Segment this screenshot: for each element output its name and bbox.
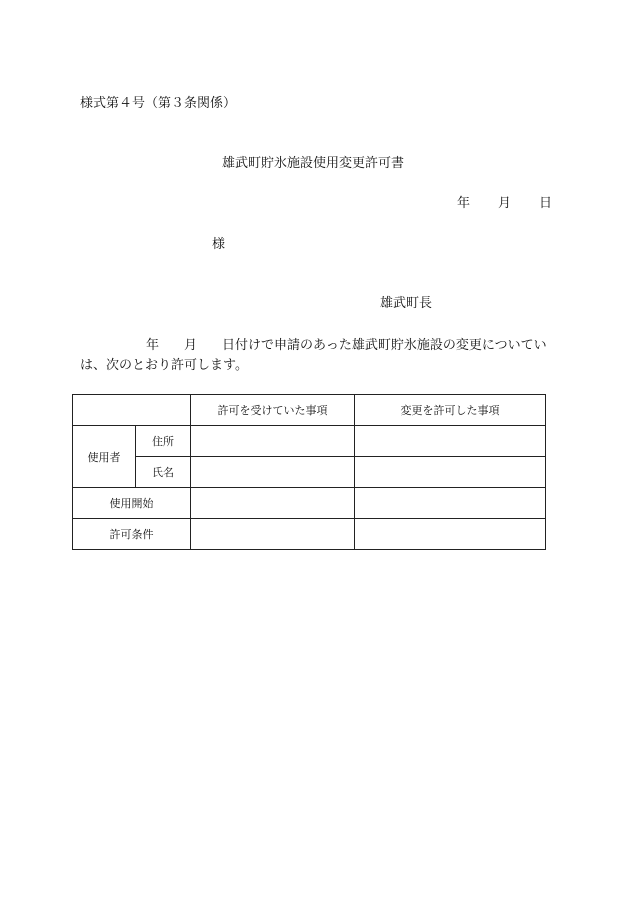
start-after-cell	[355, 488, 546, 519]
table-row	[73, 457, 546, 488]
body-year-label: 年	[146, 338, 160, 353]
table-row	[73, 519, 546, 550]
conditions-before-cell	[191, 519, 355, 550]
body-line2-text: は、次のとおり許可します。	[80, 358, 248, 373]
issuer-name: 雄武町長	[380, 296, 433, 311]
date-year-label: 年	[457, 196, 471, 211]
addressee-suffix: 様	[212, 237, 226, 252]
table-row	[73, 488, 546, 519]
document-title: 雄武町貯氷施設使用変更許可書	[222, 156, 405, 171]
form-number: 様式第４号（第３条関係）	[80, 96, 237, 111]
date-month-label: 月	[498, 196, 512, 211]
address-before-cell	[191, 426, 355, 457]
address-label: 住所	[136, 426, 191, 457]
body-paragraph	[80, 336, 550, 376]
date-line	[457, 197, 552, 210]
permit-change-table	[72, 394, 546, 550]
conditions-after-cell	[355, 519, 546, 550]
name-before-cell	[191, 457, 355, 488]
address-after-cell	[355, 426, 546, 457]
user-label: 使用者	[73, 426, 136, 488]
table-row	[73, 426, 546, 457]
body-month-label: 月	[184, 338, 198, 353]
header-change-permitted: 変更を許可した事項	[355, 395, 546, 426]
table-corner-cell	[73, 395, 191, 426]
body-line1-text: 日付けで申請のあった雄武町貯氷施設の変更についてい	[222, 338, 547, 353]
start-before-cell	[191, 488, 355, 519]
start-of-use-label: 使用開始	[73, 488, 191, 519]
table-header-row	[73, 395, 546, 426]
date-day-label: 日	[539, 196, 553, 211]
name-after-cell	[355, 457, 546, 488]
name-label: 氏名	[136, 457, 191, 488]
conditions-label: 許可条件	[73, 519, 191, 550]
header-previously-permitted: 許可を受けていた事項	[191, 395, 355, 426]
